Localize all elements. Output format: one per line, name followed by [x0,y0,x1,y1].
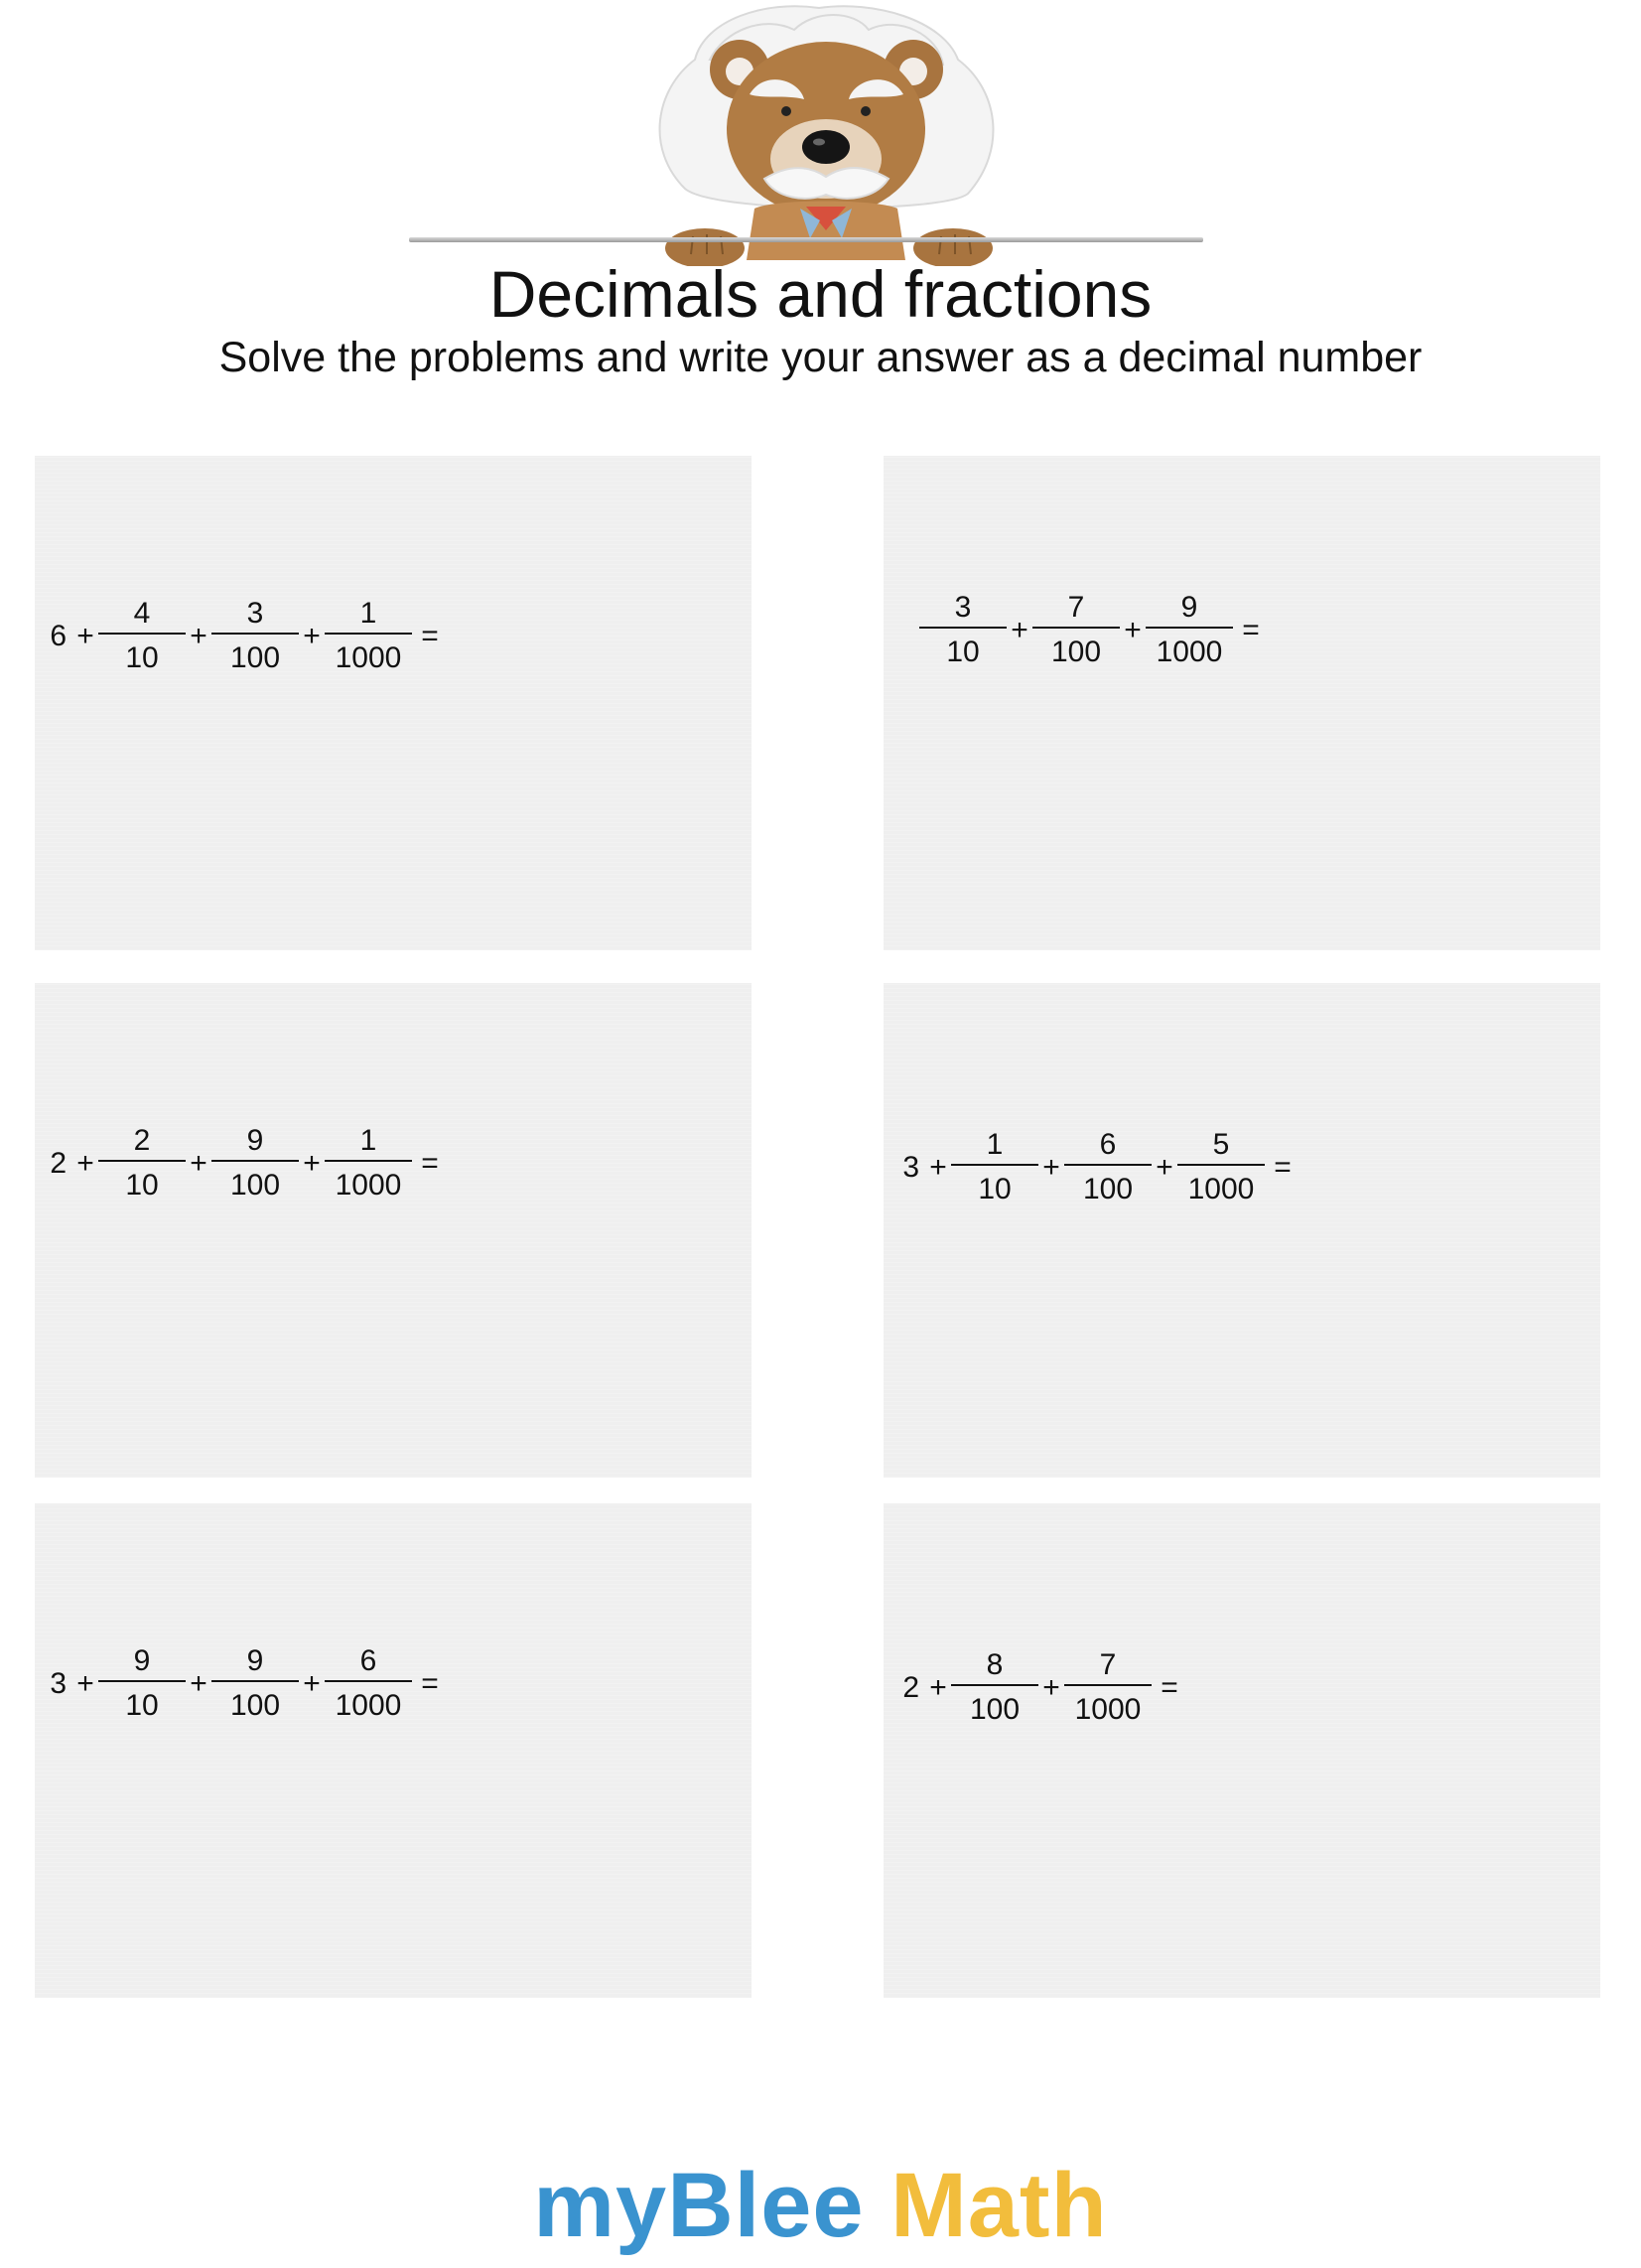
equals-sign: = [1274,1151,1292,1184]
brand-logo-math: Math [890,2155,1108,2256]
plus-sign: + [76,1667,94,1700]
numerator: 2 [133,1124,151,1157]
numerator: 7 [1099,1648,1117,1681]
fraction [1146,589,1233,672]
fraction [98,1642,186,1726]
problem-expression [41,1642,446,1726]
denominator: 10 [125,1689,159,1722]
problem-expression [41,1122,446,1205]
denominator: 1000 [335,641,402,674]
plus-sign: + [929,1671,947,1704]
plus-sign: + [1042,1671,1060,1704]
numerator: 9 [1180,591,1198,624]
whole-number: 2 [902,1671,919,1704]
fraction [98,1122,186,1205]
page-title: Decimals and fractions [488,257,1153,331]
denominator: 100 [969,1693,1021,1726]
denominator: 1000 [335,1689,402,1722]
plus-sign: + [929,1151,947,1184]
fraction [951,1646,1038,1730]
plus-sign: + [303,1147,321,1180]
problem-expression [41,595,446,678]
problem-panel-3[interactable] [35,983,752,1478]
denominator: 100 [229,1689,281,1722]
numerator: 3 [246,597,264,630]
equals-sign: = [421,620,439,652]
numerator: 9 [246,1644,264,1677]
numerator: 6 [359,1644,377,1677]
denominator: 1000 [1074,1693,1142,1726]
numerator: 1 [359,597,377,630]
plus-sign: + [1042,1151,1060,1184]
plus-sign: + [76,620,94,652]
plus-sign: + [190,1667,207,1700]
plus-sign: + [303,1667,321,1700]
numerator: 6 [1099,1128,1117,1161]
plus-sign: + [190,1147,207,1180]
problem-panel-6[interactable] [884,1503,1600,1998]
denominator: 100 [229,641,281,674]
denominator: 1000 [335,1169,402,1202]
equals-sign: = [421,1147,439,1180]
fraction [1064,1126,1152,1209]
plus-sign: + [190,620,207,652]
problem-panel-5[interactable] [35,1503,752,1998]
plus-sign: + [1156,1151,1173,1184]
plus-sign: + [1124,614,1142,646]
fraction [211,595,299,678]
equals-sign: = [1242,614,1260,646]
problem-expression [893,1126,1299,1209]
mascot-bear-image [615,0,1042,266]
fraction [325,1642,412,1726]
fraction [1064,1646,1152,1730]
problem-panel-1[interactable] [35,456,752,950]
numerator: 9 [133,1644,151,1677]
problem-panel-2[interactable] [884,456,1600,950]
numerator: 1 [986,1128,1004,1161]
whole-number: 3 [902,1151,919,1184]
problem-panel-4[interactable] [884,983,1600,1478]
fraction [211,1642,299,1726]
denominator: 100 [1082,1173,1134,1205]
whole-number: 2 [50,1147,67,1180]
numerator: 5 [1212,1128,1230,1161]
denominator: 10 [978,1173,1012,1205]
denominator: 10 [946,636,980,668]
numerator: 9 [246,1124,264,1157]
equals-sign: = [1161,1671,1178,1704]
plus-sign: + [303,620,321,652]
fraction [1177,1126,1265,1209]
numerator: 1 [359,1124,377,1157]
denominator: 10 [125,641,159,674]
fraction [98,595,186,678]
header-shelf-divider [409,237,1203,242]
numerator: 7 [1067,591,1085,624]
plus-sign: + [76,1147,94,1180]
denominator: 100 [1050,636,1102,668]
fraction [325,1122,412,1205]
equals-sign: = [421,1667,439,1700]
page-subtitle: Solve the problems and write your answer as a decimal number [218,334,1423,381]
brand-logo [0,2151,1641,2260]
problem-expression [893,1646,1185,1730]
fraction [919,589,1007,672]
denominator: 10 [125,1169,159,1202]
fraction [1032,589,1120,672]
problem-expression [919,589,1267,672]
fraction [951,1126,1038,1209]
denominator: 1000 [1156,636,1223,668]
whole-number: 6 [50,620,67,652]
fraction [211,1122,299,1205]
fraction [325,595,412,678]
whole-number: 3 [50,1667,67,1700]
denominator: 100 [229,1169,281,1202]
numerator: 3 [954,591,972,624]
numerator: 8 [986,1648,1004,1681]
numerator: 4 [133,597,151,630]
brand-logo-myblee: myBlee [533,2155,865,2256]
plus-sign: + [1011,614,1028,646]
denominator: 1000 [1187,1173,1255,1205]
